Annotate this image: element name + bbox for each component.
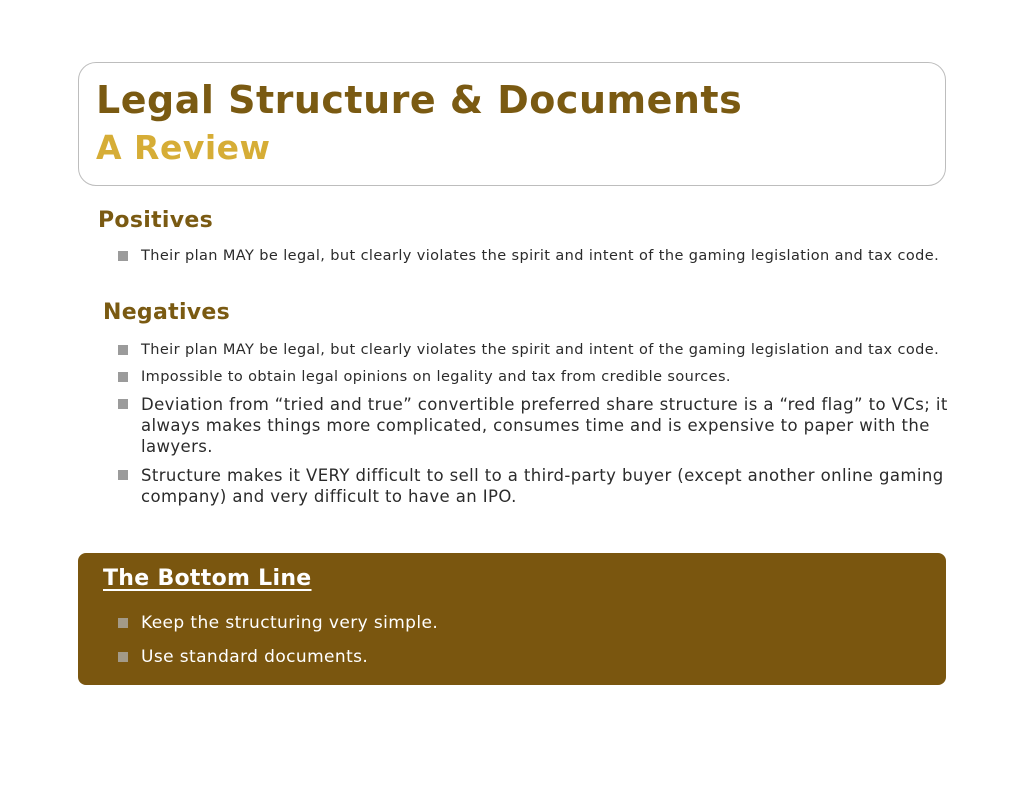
negatives-item (118, 465, 963, 507)
negatives-item (118, 368, 963, 386)
negatives-item (118, 394, 963, 457)
square-bullet-icon (118, 470, 128, 480)
positives-list (118, 247, 963, 274)
square-bullet-icon (118, 652, 128, 662)
square-bullet-icon (118, 345, 128, 355)
square-bullet-icon (118, 618, 128, 628)
negatives-list (118, 341, 963, 515)
negatives-item-text: Their plan MAY be legal, but clearly violates the spirit and intent of the gaming legislation and tax code. (141, 342, 940, 358)
square-bullet-icon (118, 251, 128, 261)
negatives-heading: Negatives (103, 300, 231, 325)
bottom-line-item-text: Keep the structuring very simple. (141, 613, 439, 633)
square-bullet-icon (118, 399, 128, 409)
positives-item-text: Their plan MAY be legal, but clearly violates the spirit and intent of the gaming legislation and tax code. (141, 248, 940, 264)
negatives-item (118, 341, 963, 359)
page-title: Legal Structure & Documents (96, 78, 743, 122)
positives-item (118, 247, 963, 265)
bottom-line-item (118, 612, 438, 634)
negatives-item-text: Impossible to obtain legal opinions on legality and tax from credible sources. (141, 369, 731, 385)
positives-heading: Positives (98, 208, 213, 233)
square-bullet-icon (118, 372, 128, 382)
page-subtitle: A Review (96, 128, 271, 167)
bottom-line-item-text: Use standard documents. (141, 647, 369, 667)
bottom-line-list (118, 612, 438, 680)
negatives-item-text: Deviation from “tried and true” convertible preferred share structure is a “red flag” to VCs; it always makes things more complicated, consumes time and is expensive to paper with the lawyers. (141, 395, 948, 456)
bottom-line-item (118, 646, 438, 668)
negatives-item-text: Structure makes it VERY difficult to sell to a third-party buyer (except another online gaming company) and very difficult to have an IPO. (141, 466, 944, 506)
bottom-line-heading: The Bottom Line (103, 566, 312, 591)
